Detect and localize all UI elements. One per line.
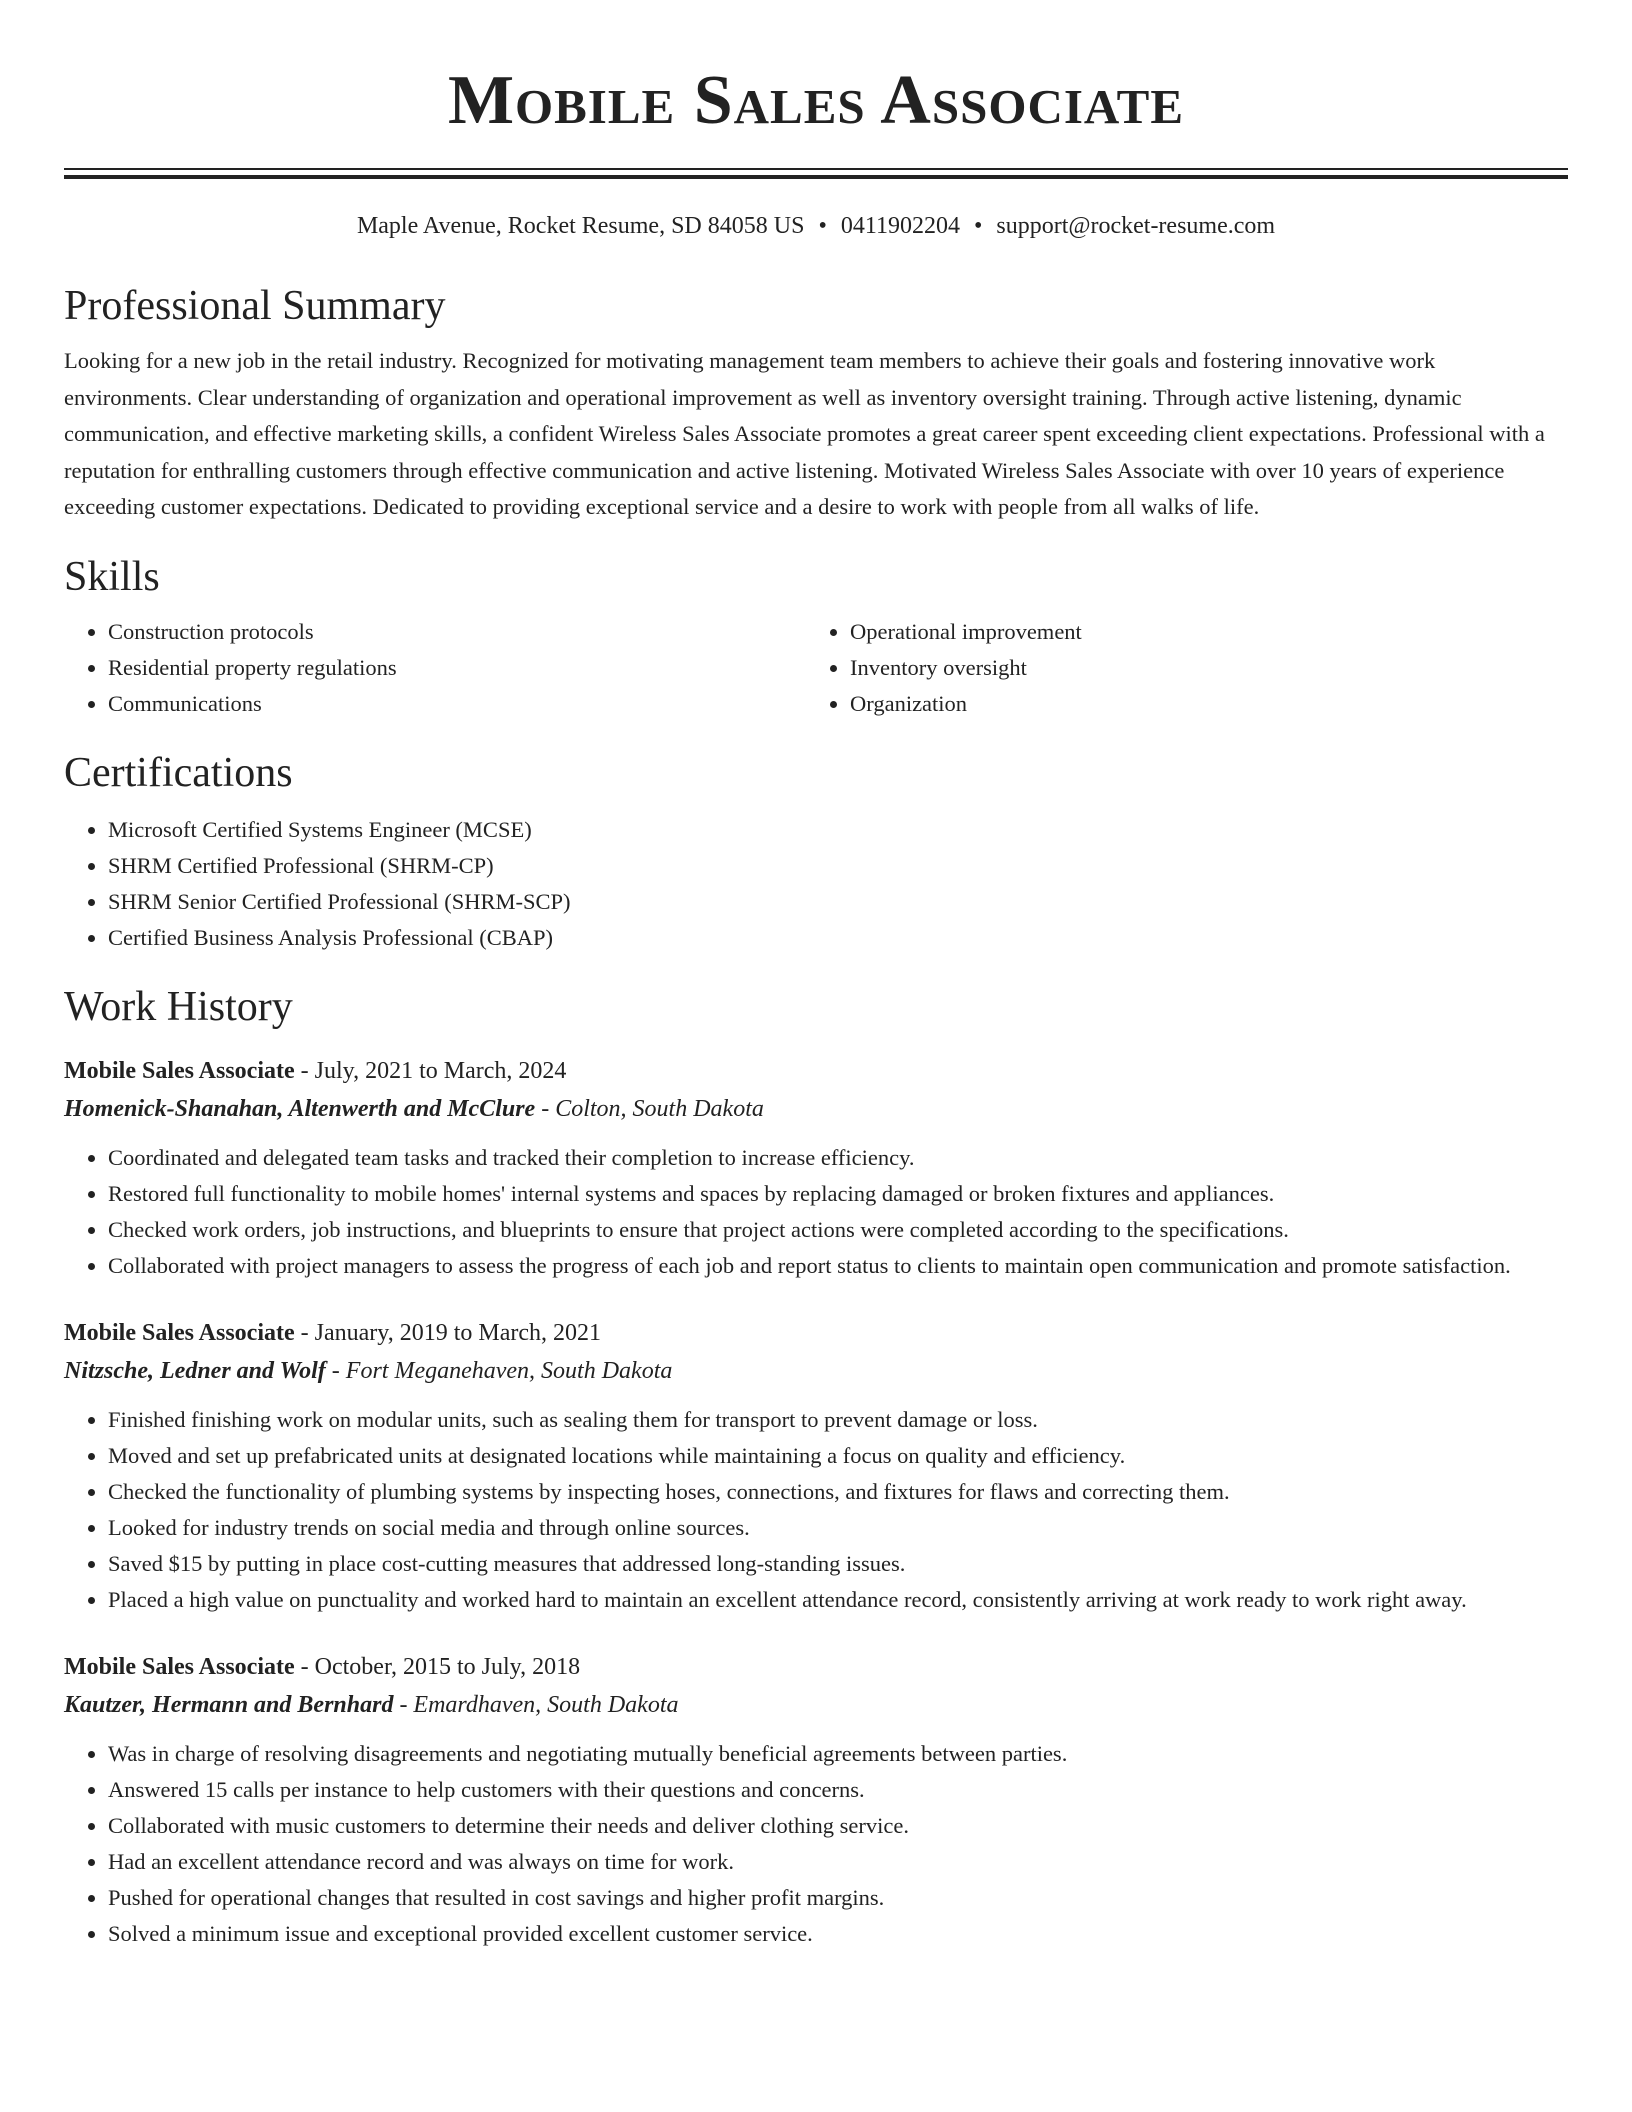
skill-item: • Operational improvement xyxy=(850,614,1082,650)
skills-list-right xyxy=(806,614,1082,722)
job-bullet: • Placed a high value on punctuality and worked hard to maintain an excellent attendance record, consistently arriving at work ready to work right away. xyxy=(108,1582,1568,1618)
job-title-line xyxy=(64,1052,1568,1090)
job-company: Homenick-Shanahan, Altenwerth and McClure xyxy=(64,1095,536,1122)
job-company-line xyxy=(64,1090,1568,1128)
contact-line xyxy=(64,211,1568,241)
job-location: - Colton, South Dakota xyxy=(535,1095,764,1122)
contact-separator: • xyxy=(973,213,983,239)
certification-item: • SHRM Senior Certified Professional (SHRM-SCP) xyxy=(108,884,1568,920)
skill-item: • Communications xyxy=(108,686,806,722)
certification-item: • Certified Business Analysis Professional (CBAP) xyxy=(108,920,1568,956)
job-entry xyxy=(64,1314,1568,1618)
job-dates: - July, 2021 to March, 2024 xyxy=(294,1057,567,1084)
job-company-line xyxy=(64,1686,1568,1724)
job-title: Mobile Sales Associate xyxy=(64,1319,295,1346)
job-title: Mobile Sales Associate xyxy=(64,1057,295,1084)
job-company: Kautzer, Hermann and Bernhard xyxy=(64,1691,394,1718)
job-bullets xyxy=(64,1140,1568,1284)
contact-email: support@rocket-resume.com xyxy=(996,213,1276,239)
skill-item: • Inventory oversight xyxy=(850,650,1082,686)
job-entry xyxy=(64,1648,1568,1952)
job-bullet: • Restored full functionality to mobile homes' internal systems and spaces by replacing damaged or broken fixtures and appliances. xyxy=(108,1176,1568,1212)
job-bullet: • Checked the functionality of plumbing systems by inspecting hoses, connections, and fixtures for flaws and correcting them. xyxy=(108,1474,1568,1510)
job-bullet: • Collaborated with music customers to determine their needs and deliver clothing service. xyxy=(108,1808,1568,1844)
job-company: Nitzsche, Ledner and Wolf xyxy=(64,1357,326,1384)
job-bullet: • Answered 15 calls per instance to help customers with their questions and concerns. xyxy=(108,1772,1568,1808)
job-bullet: • Looked for industry trends on social media and through online sources. xyxy=(108,1510,1568,1546)
skills-list-left xyxy=(64,614,806,722)
skill-item: • Organization xyxy=(850,686,1082,722)
job-location: - Emardhaven, South Dakota xyxy=(393,1691,679,1718)
job-bullet: • Checked work orders, job instructions, and blueprints to ensure that project actions were completed according to the specifications. xyxy=(108,1212,1568,1248)
job-bullet: • Coordinated and delegated team tasks and tracked their completion to increase efficiency. xyxy=(108,1140,1568,1176)
certifications-heading: Certifications xyxy=(64,749,293,796)
certification-item: • SHRM Certified Professional (SHRM-CP) xyxy=(108,848,1568,884)
title-double-rule xyxy=(64,168,1568,179)
skills-columns xyxy=(64,614,1568,722)
contact-address: Maple Avenue, Rocket Resume, SD 84058 US xyxy=(356,213,805,239)
job-bullet: • Finished finishing work on modular units, such as sealing them for transport to prevent damage or loss. xyxy=(108,1402,1568,1438)
job-dates: - January, 2019 to March, 2021 xyxy=(294,1319,602,1346)
job-bullet: • Collaborated with project managers to assess the progress of each job and report status to clients to maintain open communication and promote satisfaction. xyxy=(108,1248,1568,1284)
job-bullet: • Had an excellent attendance record and was always on time for work. xyxy=(108,1844,1568,1880)
job-entry xyxy=(64,1052,1568,1284)
job-location: - Fort Meganehaven, South Dakota xyxy=(325,1357,673,1384)
resume-title: Mobile Sales Associate xyxy=(447,62,1185,139)
job-bullet: • Moved and set up prefabricated units at designated locations while maintaining a focus on quality and efficiency. xyxy=(108,1438,1568,1474)
job-title-line xyxy=(64,1648,1568,1686)
summary-text: Looking for a new job in the retail industry. Recognized for motivating management team members to achieve their goals and fostering innovative work environments. Clear understanding of organization and operational improvement as well as inventory oversight training. Through active listening, dynamic communication, and effective marketing skills, a confident Wireless Sales Associate promotes a great career spent exceeding client expectations. Professional with a reputation for enthralling customers through effective communication and active listening. Motivated Wireless Sales Associate with over 10 years of experience exceeding customer expectations. Dedicated to providing exceptional service and a desire to work with people from all walks of life. xyxy=(64,348,1545,519)
job-bullet: • Pushed for operational changes that resulted in cost savings and higher profit margins. xyxy=(108,1880,1568,1916)
job-dates: - October, 2015 to July, 2018 xyxy=(294,1653,581,1680)
job-title: Mobile Sales Associate xyxy=(64,1653,295,1680)
contact-separator: • xyxy=(818,213,827,239)
skills-heading: Skills xyxy=(64,553,160,600)
skill-item: • Residential property regulations xyxy=(108,650,806,686)
skill-item: • Construction protocols xyxy=(108,614,806,650)
job-bullets xyxy=(64,1402,1568,1618)
job-company-line xyxy=(64,1352,1568,1390)
certifications-list xyxy=(64,812,1568,956)
job-bullet: • Solved a minimum issue and exceptional provided excellent customer service. xyxy=(108,1916,1568,1952)
job-bullet: • Saved $15 by putting in place cost-cutting measures that addressed long-standing issues. xyxy=(108,1546,1568,1582)
job-bullet: • Was in charge of resolving disagreements and negotiating mutually beneficial agreements between parties. xyxy=(108,1736,1568,1772)
summary-heading: Professional Summary xyxy=(64,283,446,329)
job-bullets xyxy=(64,1736,1568,1952)
job-title-line xyxy=(64,1314,1568,1352)
certification-item: • Microsoft Certified Systems Engineer (MCSE) xyxy=(108,812,1568,848)
work-history-heading: Work History xyxy=(64,983,293,1030)
contact-phone: 0411902204 xyxy=(840,213,960,239)
